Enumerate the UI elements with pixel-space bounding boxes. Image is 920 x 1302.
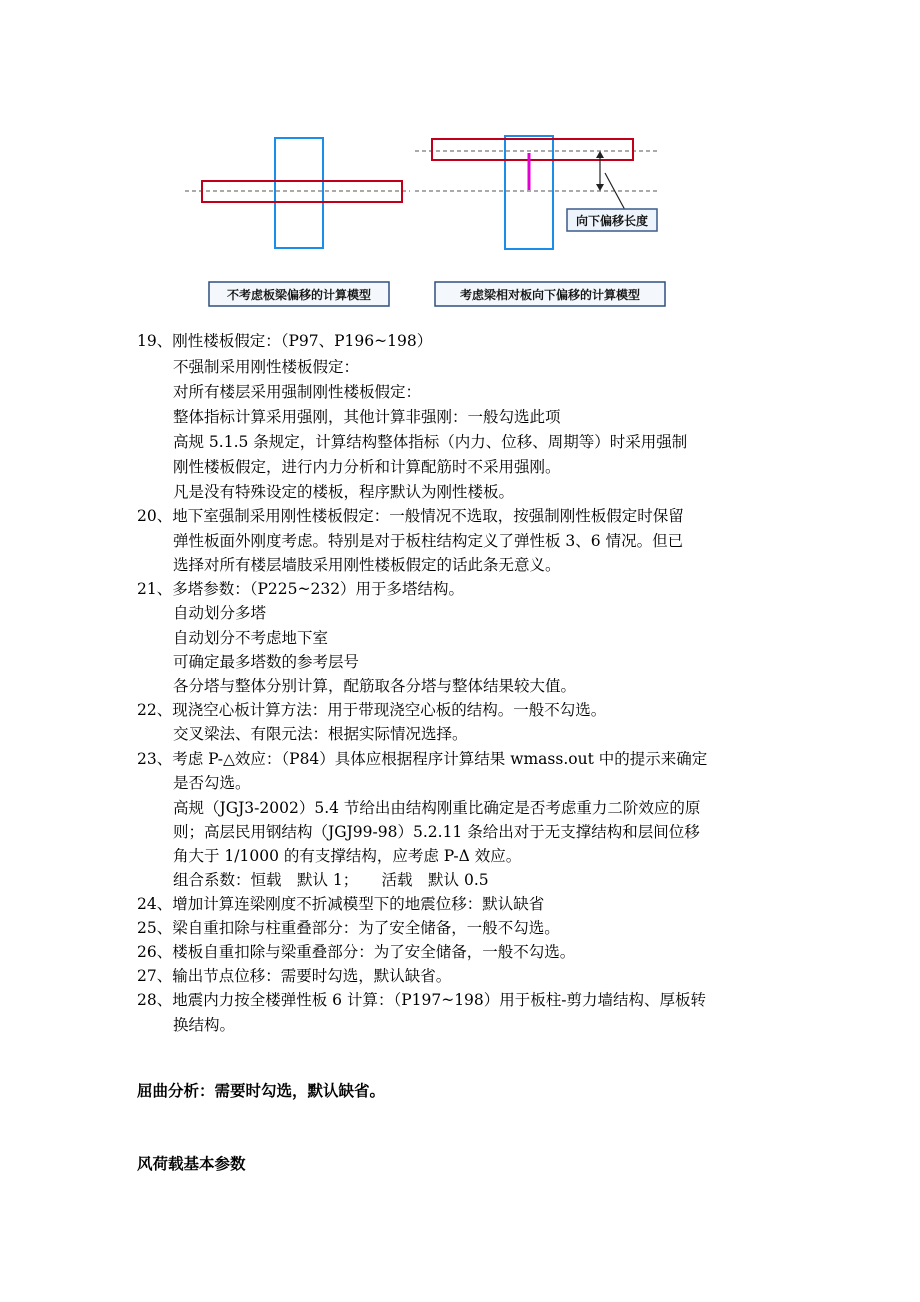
text-line: 是否勾选。 <box>173 774 251 792</box>
text-line: 可确定最多塔数的参考层号 <box>173 653 360 671</box>
left-beam <box>202 181 402 202</box>
text-line: 角大于 1/1000 的有支撑结构，应考虑 P-Δ 效应。 <box>173 847 522 865</box>
text-line: 整体指标计算采用强刚，其他计算非强刚：一般勾选此项 <box>173 408 561 426</box>
text-line: 则；高层民用钢结构（JGJ99-98）5.2.11 条给出对于无支撑结构和层间位移 <box>173 823 700 841</box>
text-line: 高规 5.1.5 条规定，计算结构整体指标（内力、位移、周期等）时采用强制 <box>173 433 688 451</box>
text-line: 27、输出节点位移：需要时勾选，默认缺省。 <box>137 967 452 985</box>
text-line: 弹性板面外刚度考虑。特别是对于板柱结构定义了弹性板 3、6 情况。但已 <box>173 532 684 550</box>
text-line: 19、刚性楼板假定：（P97、P196~198） <box>137 332 433 350</box>
text-line: 换结构。 <box>173 1016 236 1034</box>
section-heading-buckling: 屈曲分析：需要时勾选，默认缺省。 <box>137 1082 386 1100</box>
section-heading-wind-load: 风荷载基本参数 <box>137 1155 246 1173</box>
text-line: 凡是没有特殊设定的楼板，程序默认为刚性楼板。 <box>173 483 515 501</box>
text-line: 20、地下室强制采用刚性楼板假定：一般情况不选取，按强制刚性板假定时保留 <box>137 507 684 525</box>
left-column <box>275 138 323 248</box>
right-model <box>415 136 660 249</box>
text-line: 22、现浇空心板计算方法：用于带现浇空心板的结构。一般不勾选。 <box>137 701 607 719</box>
left-model <box>185 138 410 248</box>
text-line: 不强制采用刚性楼板假定： <box>173 358 360 376</box>
text-line: 28、地震内力按全楼弹性板 6 计算：（P197~198）用于板柱-剪力墙结构、厚板转 <box>137 991 707 1009</box>
text-line: 选择对所有楼层墙肢采用刚性楼板假定的话此条无意义。 <box>173 556 561 574</box>
text-line: 刚性楼板假定，进行内力分析和计算配筋时不采用强刚。 <box>173 458 561 476</box>
beam-offset-diagram <box>175 128 675 310</box>
text-line: 自动划分多塔 <box>173 604 267 622</box>
text-line: 26、楼板自重扣除与梁重叠部分：为了安全储备，一般不勾选。 <box>137 943 576 961</box>
text-line: 各分塔与整体分别计算，配筋取各分塔与整体结果较大值。 <box>173 677 577 695</box>
text-line: 24、增加计算连梁刚度不折减模型下的地震位移：默认缺省 <box>137 895 545 913</box>
caption-right: 考虑梁相对板向下偏移的计算模型 <box>459 288 641 302</box>
text-line: 高规（JGJ3-2002）5.4 节给出由结构刚重比确定是否考虑重力二阶效应的原 <box>173 799 701 817</box>
text-line: 组合系数：恒载 默认 1； 活载 默认 0.5 <box>173 871 489 889</box>
text-line: 21、多塔参数：（P225~232）用于多塔结构。 <box>137 580 465 598</box>
text-line: 23、考虑 P-△效应：（P84）具体应根据程序计算结果 wmass.out 中的提示来确定 <box>137 750 708 768</box>
text-line: 自动划分不考虑地下室 <box>173 629 329 647</box>
right-column <box>505 136 553 249</box>
text-line: 交叉梁法、有限元法：根据实际情况选择。 <box>173 725 468 743</box>
text-line: 对所有楼层采用强制刚性楼板假定： <box>173 383 422 401</box>
callout-label: 向下偏移长度 <box>575 214 649 228</box>
caption-left: 不考虑板梁偏移的计算模型 <box>226 288 372 302</box>
text-line: 25、梁自重扣除与柱重叠部分：为了安全储备，一般不勾选。 <box>137 919 560 937</box>
